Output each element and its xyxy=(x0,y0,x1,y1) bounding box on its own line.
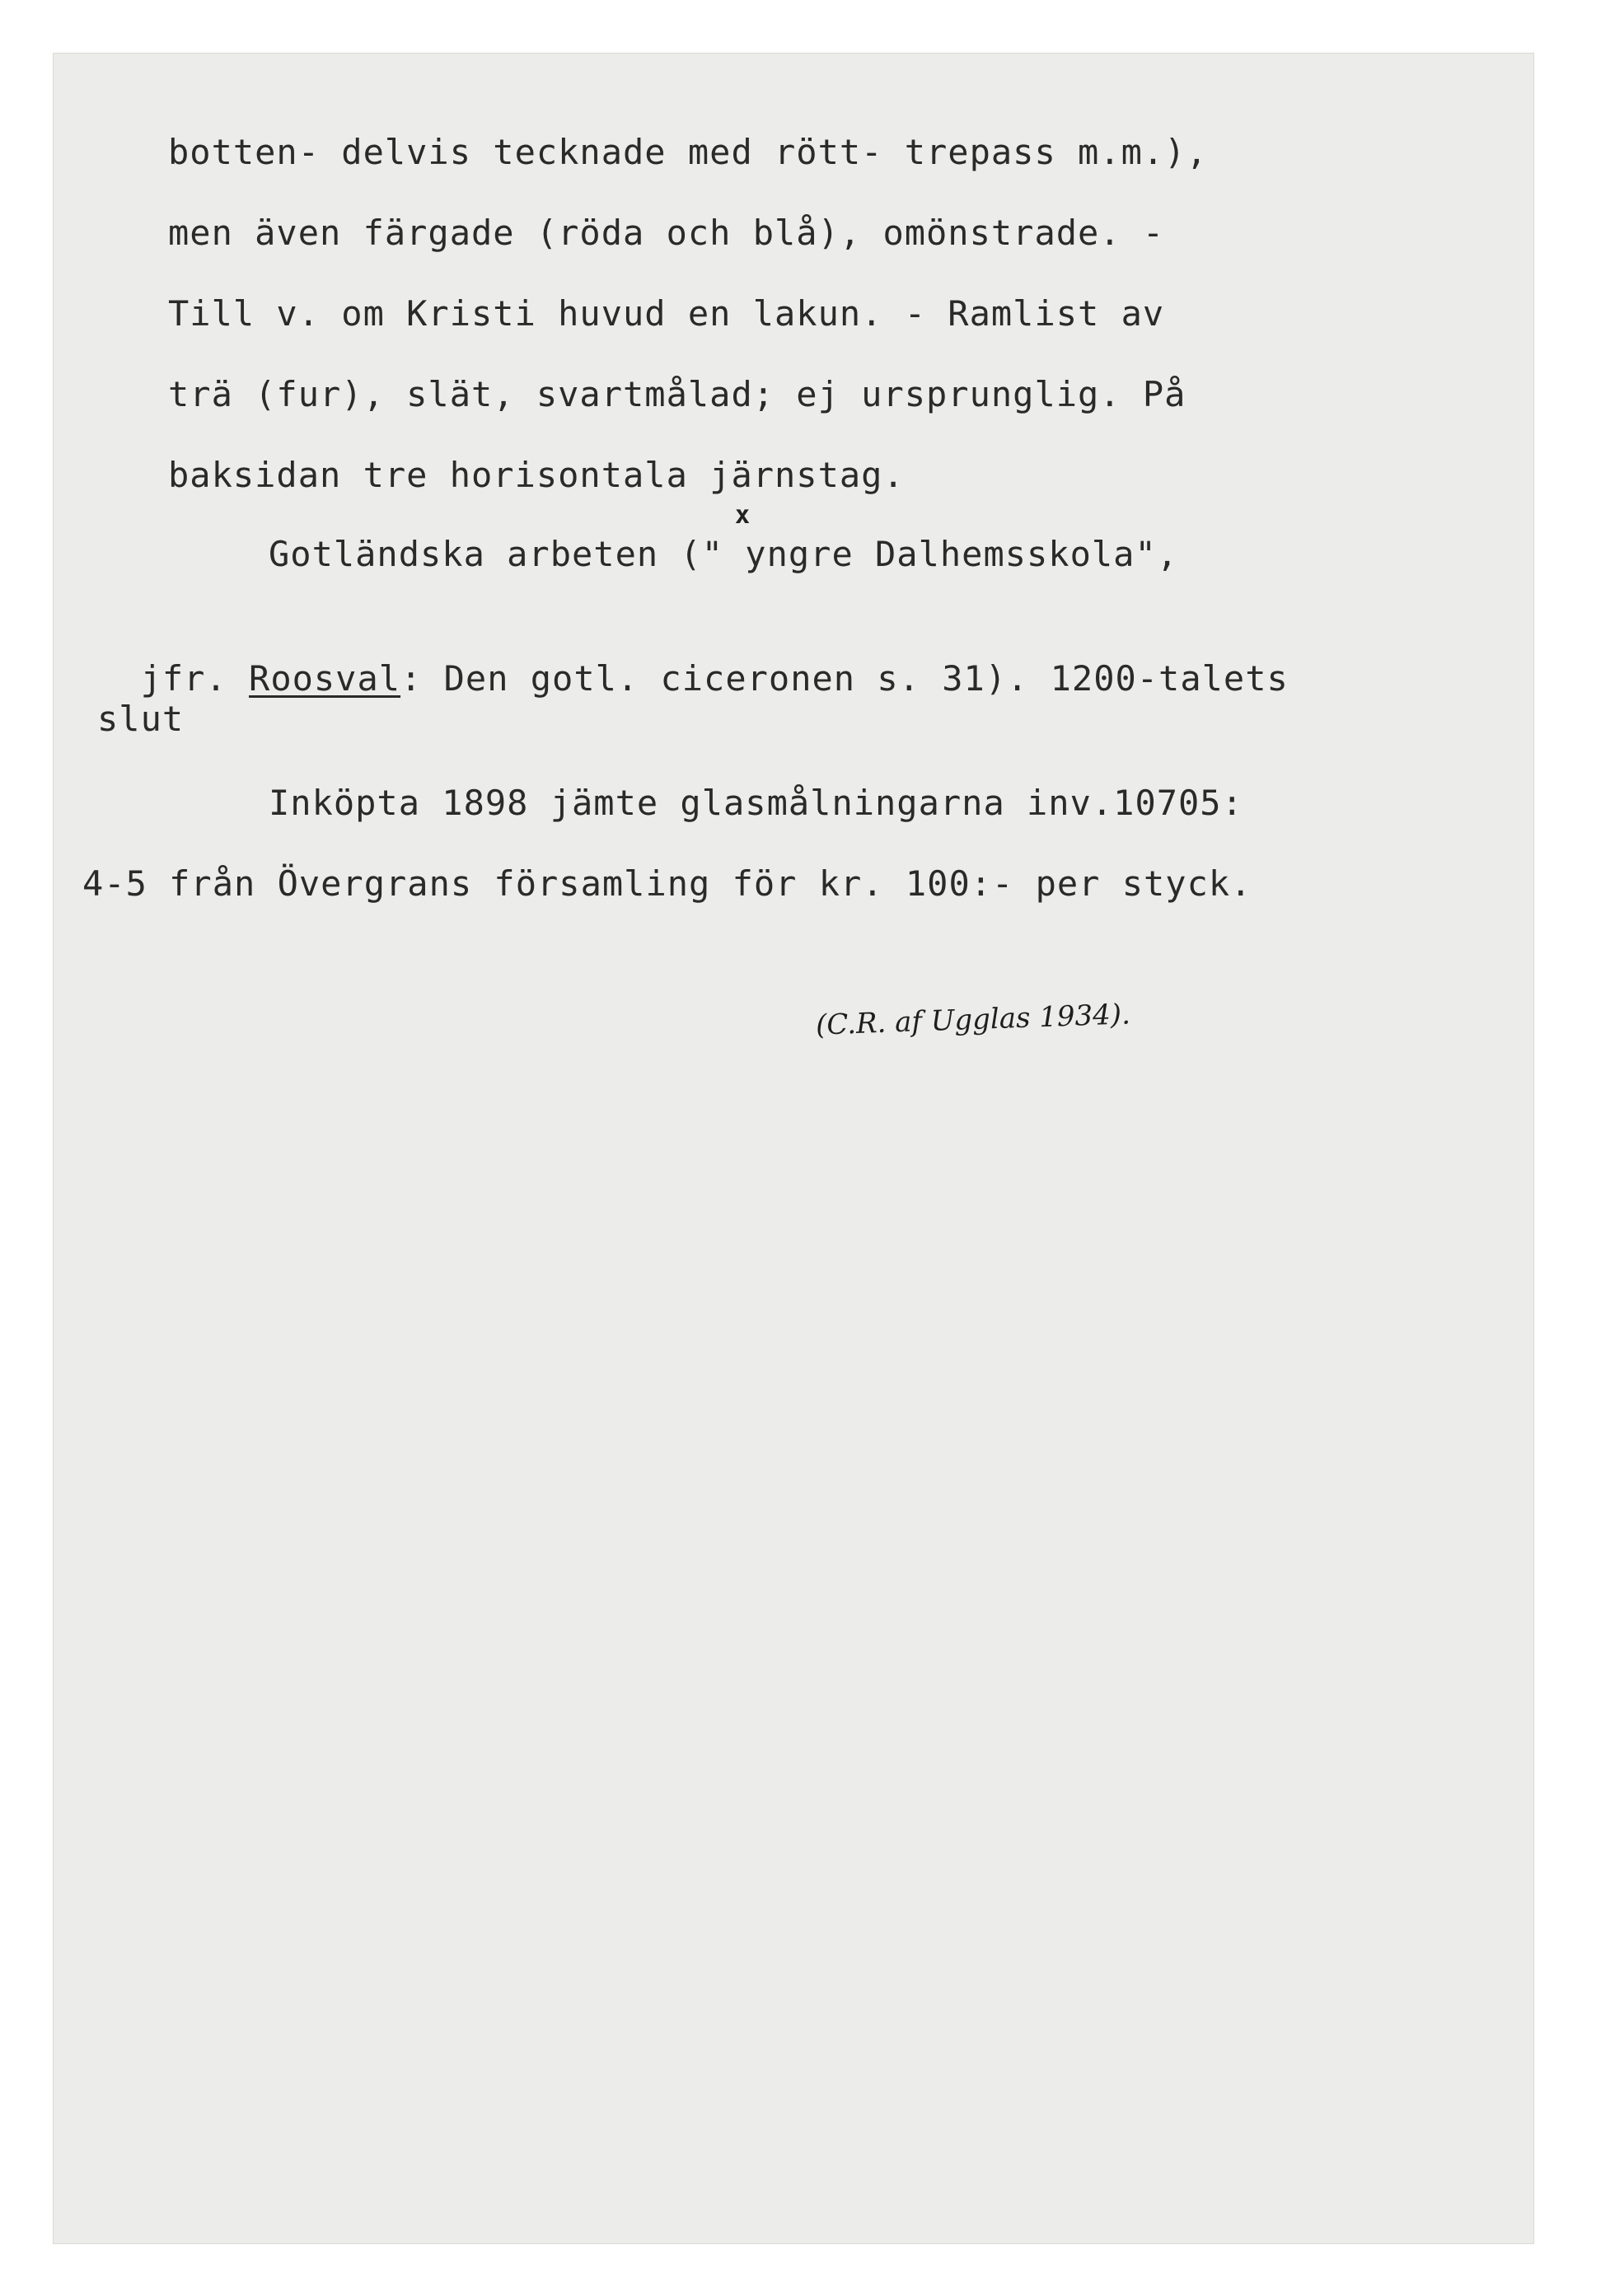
text-line-2: men även färgade (röda och blå), omönstrade. - xyxy=(168,213,1165,253)
text-line-10: 4-5 från Övergrans församling för kr. 100:- per styck. xyxy=(82,863,1252,904)
text-line-6: Gotländska arbeten (" yngre Dalhemsskola", xyxy=(269,534,1179,574)
reference-text: : Den gotl. ciceronen s. 31). 1200-talets xyxy=(400,658,1289,699)
text-line-4: trä (fur), slät, svartmålad; ej ursprunglig. På xyxy=(168,374,1186,414)
text-line-5: baksidan tre horisontala järnstag. xyxy=(168,455,905,495)
jfr-abbrev: jfr. xyxy=(140,658,227,699)
author-reference: Roosval xyxy=(249,658,401,699)
text-line-1: botten- delvis tecknade med rött- trepass m.m.), xyxy=(168,132,1208,172)
text-line-7 xyxy=(97,618,1289,699)
text-line-9: Inköpta 1898 jämte glasmålningarna inv.10705: xyxy=(269,783,1243,823)
handwritten-signature: (C.R. af Ugglas 1934). xyxy=(815,998,1131,1042)
text-line-3: Till v. om Kristi huvud en lakun. - Ramlist av xyxy=(168,293,1165,334)
insertion-mark: x xyxy=(735,501,751,530)
text-line-8: slut xyxy=(97,699,185,739)
